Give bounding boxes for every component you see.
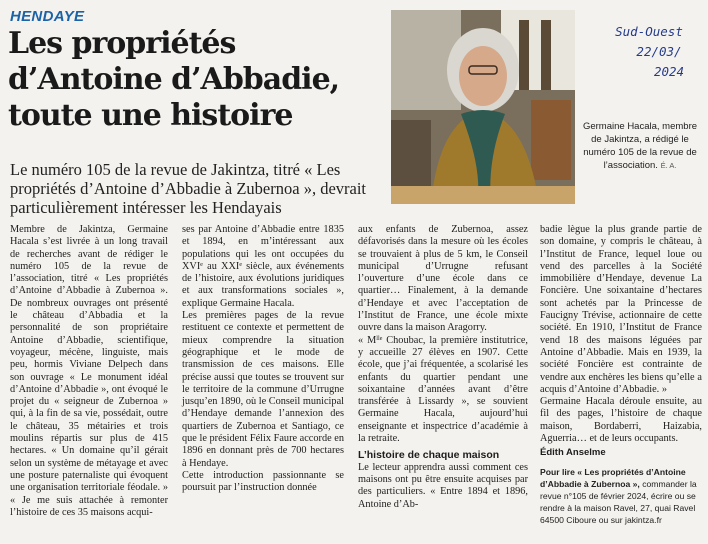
body-paragraph: « Mˡˡᵉ Choubac, la première institutrice, y accueille 27 élèves en 1907. Cette école, que j’ai fréquentée, a scolarisé les enfants du quartier pendant une soixantaine d’années avant d’être transférée à Lissardy », se souvient Germaine Hacala, aujourd’hui enseignante et inspectrice d’académie à la retraite. xyxy=(358,334,528,445)
body-paragraph: Cette introduction passionnante se poursuit par l’instruction donnée xyxy=(182,469,344,494)
body-paragraph: aux enfants de Zubernoa, assez défavorisés dans la mesure où les écoles se trouvaient à plus de 5 km, le Conseil municipal d’Urrugne refusant l’ouverture d’une école dans ce quartier… Finalement, à la demande d’Hendaye et avec l’acceptation de l’Institut de France, une école mixte ouvre dans la maison Aragorry. xyxy=(358,224,528,334)
body-paragraph: badie lègue la plus grande partie de son domaine, y compris le château, à l’Institut de France, lequel loue ou vend des parcelles à la Société immobilière d’Hendaye, devenue La Foncière. Une soixantaine d’hectares sont achetés par la Princesse de Faucigny Trévise, actionnaire de cette société. En 1910, l’Institut de France vend 18 des maisons léguées par Antoine d’Abbadie. Mais en 1939, la société Foncière est contrainte de vendre aux enchères les biens qu’elle a acquis d’Antoine d’Abbadie. » xyxy=(540,224,702,395)
headline-line-3: toute une histoire xyxy=(8,98,293,133)
handwritten-note-line: 22/03/ xyxy=(636,44,682,59)
headline-line-2: d’Antoine d’Abbadie, xyxy=(8,62,340,97)
info-box xyxy=(540,466,702,526)
body-column-2 xyxy=(182,224,344,495)
photo-credit: É. A. xyxy=(660,161,677,170)
info-text: commander la revue n°105 de février 2024, écrire ou se rendre à la maison Ravel, 27, quai Ravel 64500 Ciboure ou sur jakintza.fr xyxy=(540,478,697,525)
handwritten-note-line: 2024 xyxy=(653,64,685,79)
handwritten-note-line: Sud-Ouest xyxy=(615,24,683,39)
handwritten-date-note xyxy=(594,22,704,82)
body-paragraph: ses par Antoine d’Abbadie entre 1835 et 1894, en m’intéressant aux populations qui les ont occupées du XVIᵉ au XXIᵉ siècle, aux événements de l’histoire, aux évolutions juridiques et aux transformations sociales », explique Germaine Hacala. xyxy=(182,224,344,309)
article-deck: Le numéro 105 de la revue de Jakintza, titré « Les propriétés d’Antoine d’Abbadie à Zubernoa », devrait particulièrement intéresser les Hendayais xyxy=(10,160,366,217)
body-paragraph: Membre de Jakintza, Germaine Hacala s’est livrée à un long travail de recherches avant de rédiger le numéro 105 de la revue de l’association, titré « Les propriétés d’Antoine d’Abbadie à Zubernoa ». De nombreux ouvrages ont présenté le château d’Abbadia et la personnalité de son propriétaire Antoine d’Abbadie, scientifique, voyageur, mécène, linguiste, mais peu, hormis Viviane Delpech dans son ouvrage « Le monument idéal d’Antoine d’Abbadie », ont évoqué le projet du « seigneur de Zubernoa » qui, à la fin de sa vie, possédait, outre le château, 35 métairies et trois moulins répartis sur plus de 415 hectares. « Un domaine qu’il gérait selon un système de métayage et avec une posture paternaliste qui évoquent une organisation territoriale féodale. » « Je me suis attachée à remonter l’histoire de ces 35 maisons acqui- xyxy=(10,224,168,518)
body-paragraph: Le lecteur apprendra aussi comment ces maisons ont pu être ensuite acquises par des particuliers. « Entre 1894 et 1896, Antoine d’Ab- xyxy=(358,461,528,510)
section-kicker: HENDAYE xyxy=(10,8,85,25)
body-column-3 xyxy=(358,224,528,511)
portrait-photo xyxy=(391,10,575,204)
body-paragraph: Germaine Hacala déroule ensuite, au fil des pages, l’histoire de chaque maison, Bordaberri, Haizabia, Aguerria… et de leurs occupants. xyxy=(540,396,702,445)
author-byline: Édith Anselme xyxy=(540,447,606,459)
body-column-4 xyxy=(540,224,702,526)
headline-line-1: Les propriétés xyxy=(8,26,236,61)
caption-text: Germaine Hacala, membre de Jakintza, a rédigé le numéro 105 de la revue de l’association. xyxy=(582,121,698,171)
section-subhead: L’histoire de chaque maison xyxy=(358,449,500,462)
headline xyxy=(8,26,388,134)
photo-caption xyxy=(580,120,700,172)
body-paragraph: Les premières pages de la revue restituent ce contexte et permettent de mieux comprendre la situation géographique et le mode de transmission de ces maisons. Elle précise aussi que toutes se trouvent sur le territoire de la commune d’Urrugne jusqu’en 1890, où le Conseil municipal d’Hendaye demande l’annexion des quartiers de Zubernoa et Santiago, ce que le président Félix Faure accorde en 1896 en donnant près de 700 hectares à Hendaye. xyxy=(182,310,344,469)
body-column-1 xyxy=(10,224,168,519)
info-lead: Pour lire « Les propriétés d’Antoine d’Abbadie à Zubernoa », xyxy=(540,466,686,489)
